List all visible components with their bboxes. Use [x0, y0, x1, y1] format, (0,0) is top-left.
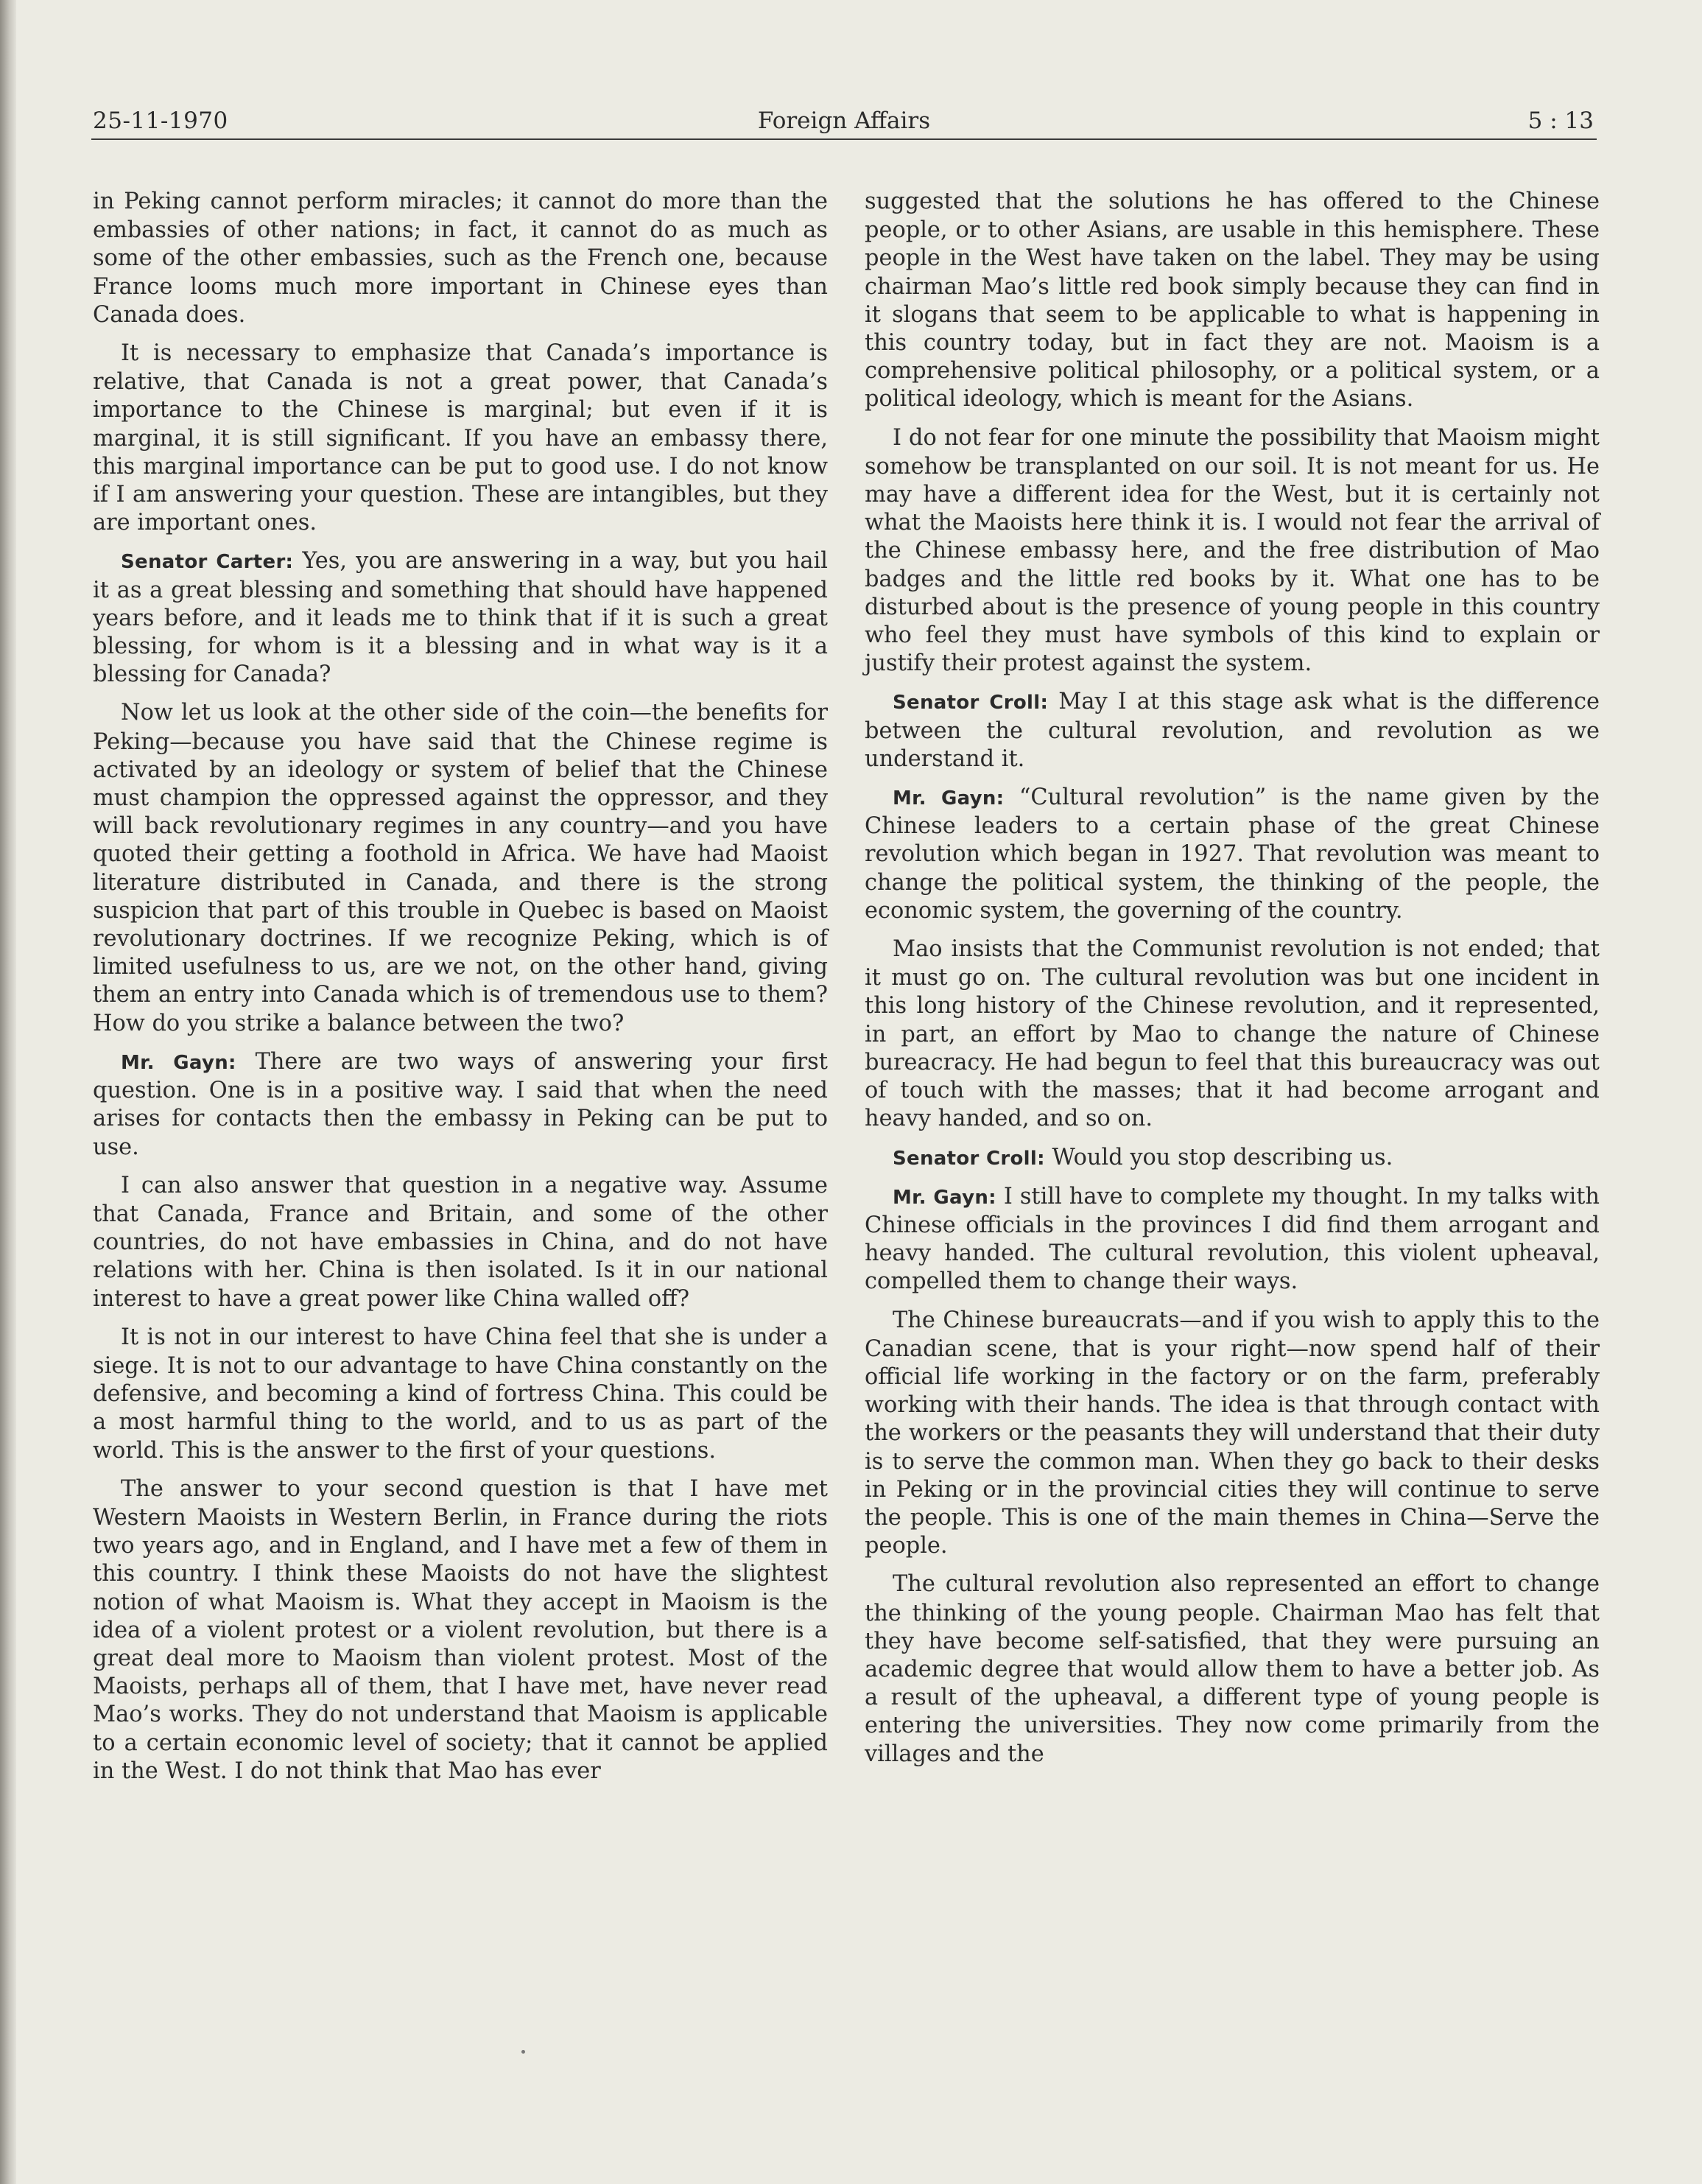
- paragraph: [93, 1324, 828, 1465]
- paragraph: [93, 1475, 828, 1786]
- header-date: 25-11-1970: [93, 108, 228, 134]
- running-header: [91, 102, 1597, 140]
- paragraph-text: Would you stop describing us.: [1052, 1144, 1393, 1170]
- speaker-name: Senator Croll:: [893, 692, 1049, 714]
- paragraph-text: The Chinese bureaucrats—and if you wish to apply this to the Canadian scene, that is your right—now spend half of their official life working in the factory or on the farm, preferably working with their hands. The idea is that through contact with the workers or the peasants they will understand that their duty is to serve the common man. When they go back to their desks in Peking or in the provincial cities they will continue to serve the people. This is one of the main themes in China—Serve the people.: [865, 1307, 1600, 1559]
- paper-speck: [521, 2050, 525, 2054]
- paragraph: [865, 1144, 1600, 1173]
- paragraph: [865, 1183, 1600, 1296]
- paragraph-text: “Cultural revolution” is the name given by the Chinese leaders to a certain phase of the great Chinese revolution which began in 1927. That revolution was meant to change the political system, the thinking of the people, the economic system, the governing of the country.: [865, 784, 1600, 924]
- paragraph-text: in Peking cannot perform miracles; it cannot do more than the embassies of other nations; in fact, it cannot do as much as some of the other embassies, such as the French one, because France looms much more important in Chinese eyes than Canada does.: [93, 189, 828, 328]
- speaker-name: Senator Croll:: [893, 1147, 1045, 1170]
- paragraph-text: There are two ways of answering your first question. One is in a positive way. I said that when the need arises for contacts then the embassy in Peking can be put to use.: [93, 1048, 828, 1160]
- right-column: [865, 188, 1600, 1779]
- paragraph: [865, 784, 1600, 925]
- paragraph-text: suggested that the solutions he has offered to the Chinese people, or to other Asians, are usable in this hemisphere. These people in the West have taken on the label. They may be using chairman Mao’s little red book simply because they can find in it slogans that seem to be applicable to what is happening in this country today, but in fact they are not. Maoism is a comprehensive political philosophy, or a political system, or a political ideology, which is meant for the Asians.: [865, 189, 1600, 412]
- paragraph: [865, 1570, 1600, 1768]
- paragraph-text: I still have to complete my thought. In my talks with Chinese officials in the provinces I did find them arrogant and heavy handed. The cultural revolution, this violent upheaval, compelled them to change their ways.: [865, 1183, 1600, 1295]
- speaker-name: Senator Carter:: [121, 551, 294, 574]
- paragraph: [93, 1048, 828, 1162]
- paragraph-text: Mao insists that the Communist revolution is not ended; that it must go on. The cultural revolution was but one incident in this long history of the Chinese revolution, and it represented, in part, an effort by Mao to change the nature of Chinese bureacracy. He had begun to feel that this bureaucracy was out of touch with the masses; that it had become arrogant and heavy handed, and so on.: [865, 936, 1600, 1132]
- header-page-number: 5 : 13: [1527, 108, 1594, 134]
- paragraph-text: Yes, you are answering in a way, but you hail it as a great blessing and something that should have happened years before, and it leads me to think that if it is such a great blessing, for whom is it a blessing and in what way is it a blessing for Canada?: [93, 548, 828, 688]
- paragraph: [93, 188, 828, 329]
- paragraph-text: I can also answer that question in a negative way. Assume that Canada, France and Britain, and some of the other countries, do not have embassies in China, and do not have relations with her. China is then isolated. Is it in our national interest to have a great power like China walled off?: [93, 1172, 828, 1312]
- paragraph-text: The answer to your second question is that I have met Western Maoists in Western Berlin, in France during the riots two years ago, and in England, and I have met a few of them in this country. I think these Maoists do not have the slightest notion of what Maoism is. What they accept in Maoism is the idea of a violent protest or a violent revolution, but there is a great deal more to Maoism than violent protest. Most of the Maoists, perhaps all of them, that I have met, have never read Mao’s works. They do not understand that Maoism is applicable to a certain economic level of society; that it cannot be applied in the West. I do not think that Mao has ever: [93, 1475, 828, 1784]
- paragraph: [865, 1307, 1600, 1561]
- paragraph: [93, 340, 828, 537]
- header-title: Foreign Affairs: [757, 108, 931, 134]
- paragraph: [865, 188, 1600, 414]
- paragraph-text: The cultural revolution also represented an effort to change the thinking of the young people. Chairman Mao has felt that they have become self-satisfied, that they were pursuing an academic degree that would allow them to have a better job. As a result of the upheaval, a different type of young people is entering the universities. They now come primarily from the villages and the: [865, 1571, 1600, 1767]
- speaker-name: Mr. Gayn:: [121, 1051, 236, 1074]
- paragraph: [93, 1172, 828, 1313]
- paragraph: [93, 547, 828, 689]
- speaker-name: Mr. Gayn:: [893, 787, 1005, 810]
- paragraph-text: It is necessary to emphasize that Canada’s importance is relative, that Canada is not a great power, that Canada’s importance to the Chinese is marginal; but even if it is marginal, it is still significant. If you have an embassy there, this marginal importance can be put to good use. I do not know if I am answering your question. These are intangibles, but they are important ones.: [93, 340, 828, 536]
- paragraph: [865, 935, 1600, 1133]
- speaker-name: Mr. Gayn:: [893, 1186, 996, 1209]
- paragraph-text: I do not fear for one minute the possibility that Maoism might somehow be transplanted on our soil. It is not meant for us. He may have a different idea for the West, but it is certainly not what the Maoists here think it is. I would not fear the arrival of the Chinese embassy here, and the free distribution of Mao badges and the little red books by it. What one has to be disturbed about is the presence of young people in this country who feel they must have symbols of this kind to explain or justify their protest against the system.: [865, 424, 1600, 677]
- paragraph-text: It is not in our interest to have China feel that she is under a siege. It is not to our advantage to have China constantly on the defensive, and becoming a kind of fortress China. This could be a most harmful thing to the world, and to us as part of the world. This is the answer to the first of your questions.: [93, 1324, 828, 1464]
- paragraph: [93, 699, 828, 1037]
- paragraph: [865, 424, 1600, 678]
- paragraph-text: Now let us look at the other side of the coin—the benefits for Peking—because you have said that the Chinese regime is activated by an ideology or system of belief that the Chinese must champion the oppressed against the oppressor, and they will back revolutionary regimes in any country—and you have quoted their getting a foothold in Africa. We have had Maoist literature distributed in Canada, and there is the strong suspicion that part of this trouble in Quebec is based on Maoist revolutionary doctrines. If we recognize Peking, which is of limited usefulness to us, are we not, on the other hand, giving them an entry into Canada which is of tremendous use to them? How do you strike a balance between the two?: [93, 700, 828, 1036]
- page-binding-edge: [0, 0, 16, 2184]
- left-column: [93, 188, 828, 1796]
- paragraph: [865, 688, 1600, 773]
- paragraph-text: May I at this stage ask what is the difference between the cultural revolution, and revolution as we understand it.: [865, 689, 1600, 772]
